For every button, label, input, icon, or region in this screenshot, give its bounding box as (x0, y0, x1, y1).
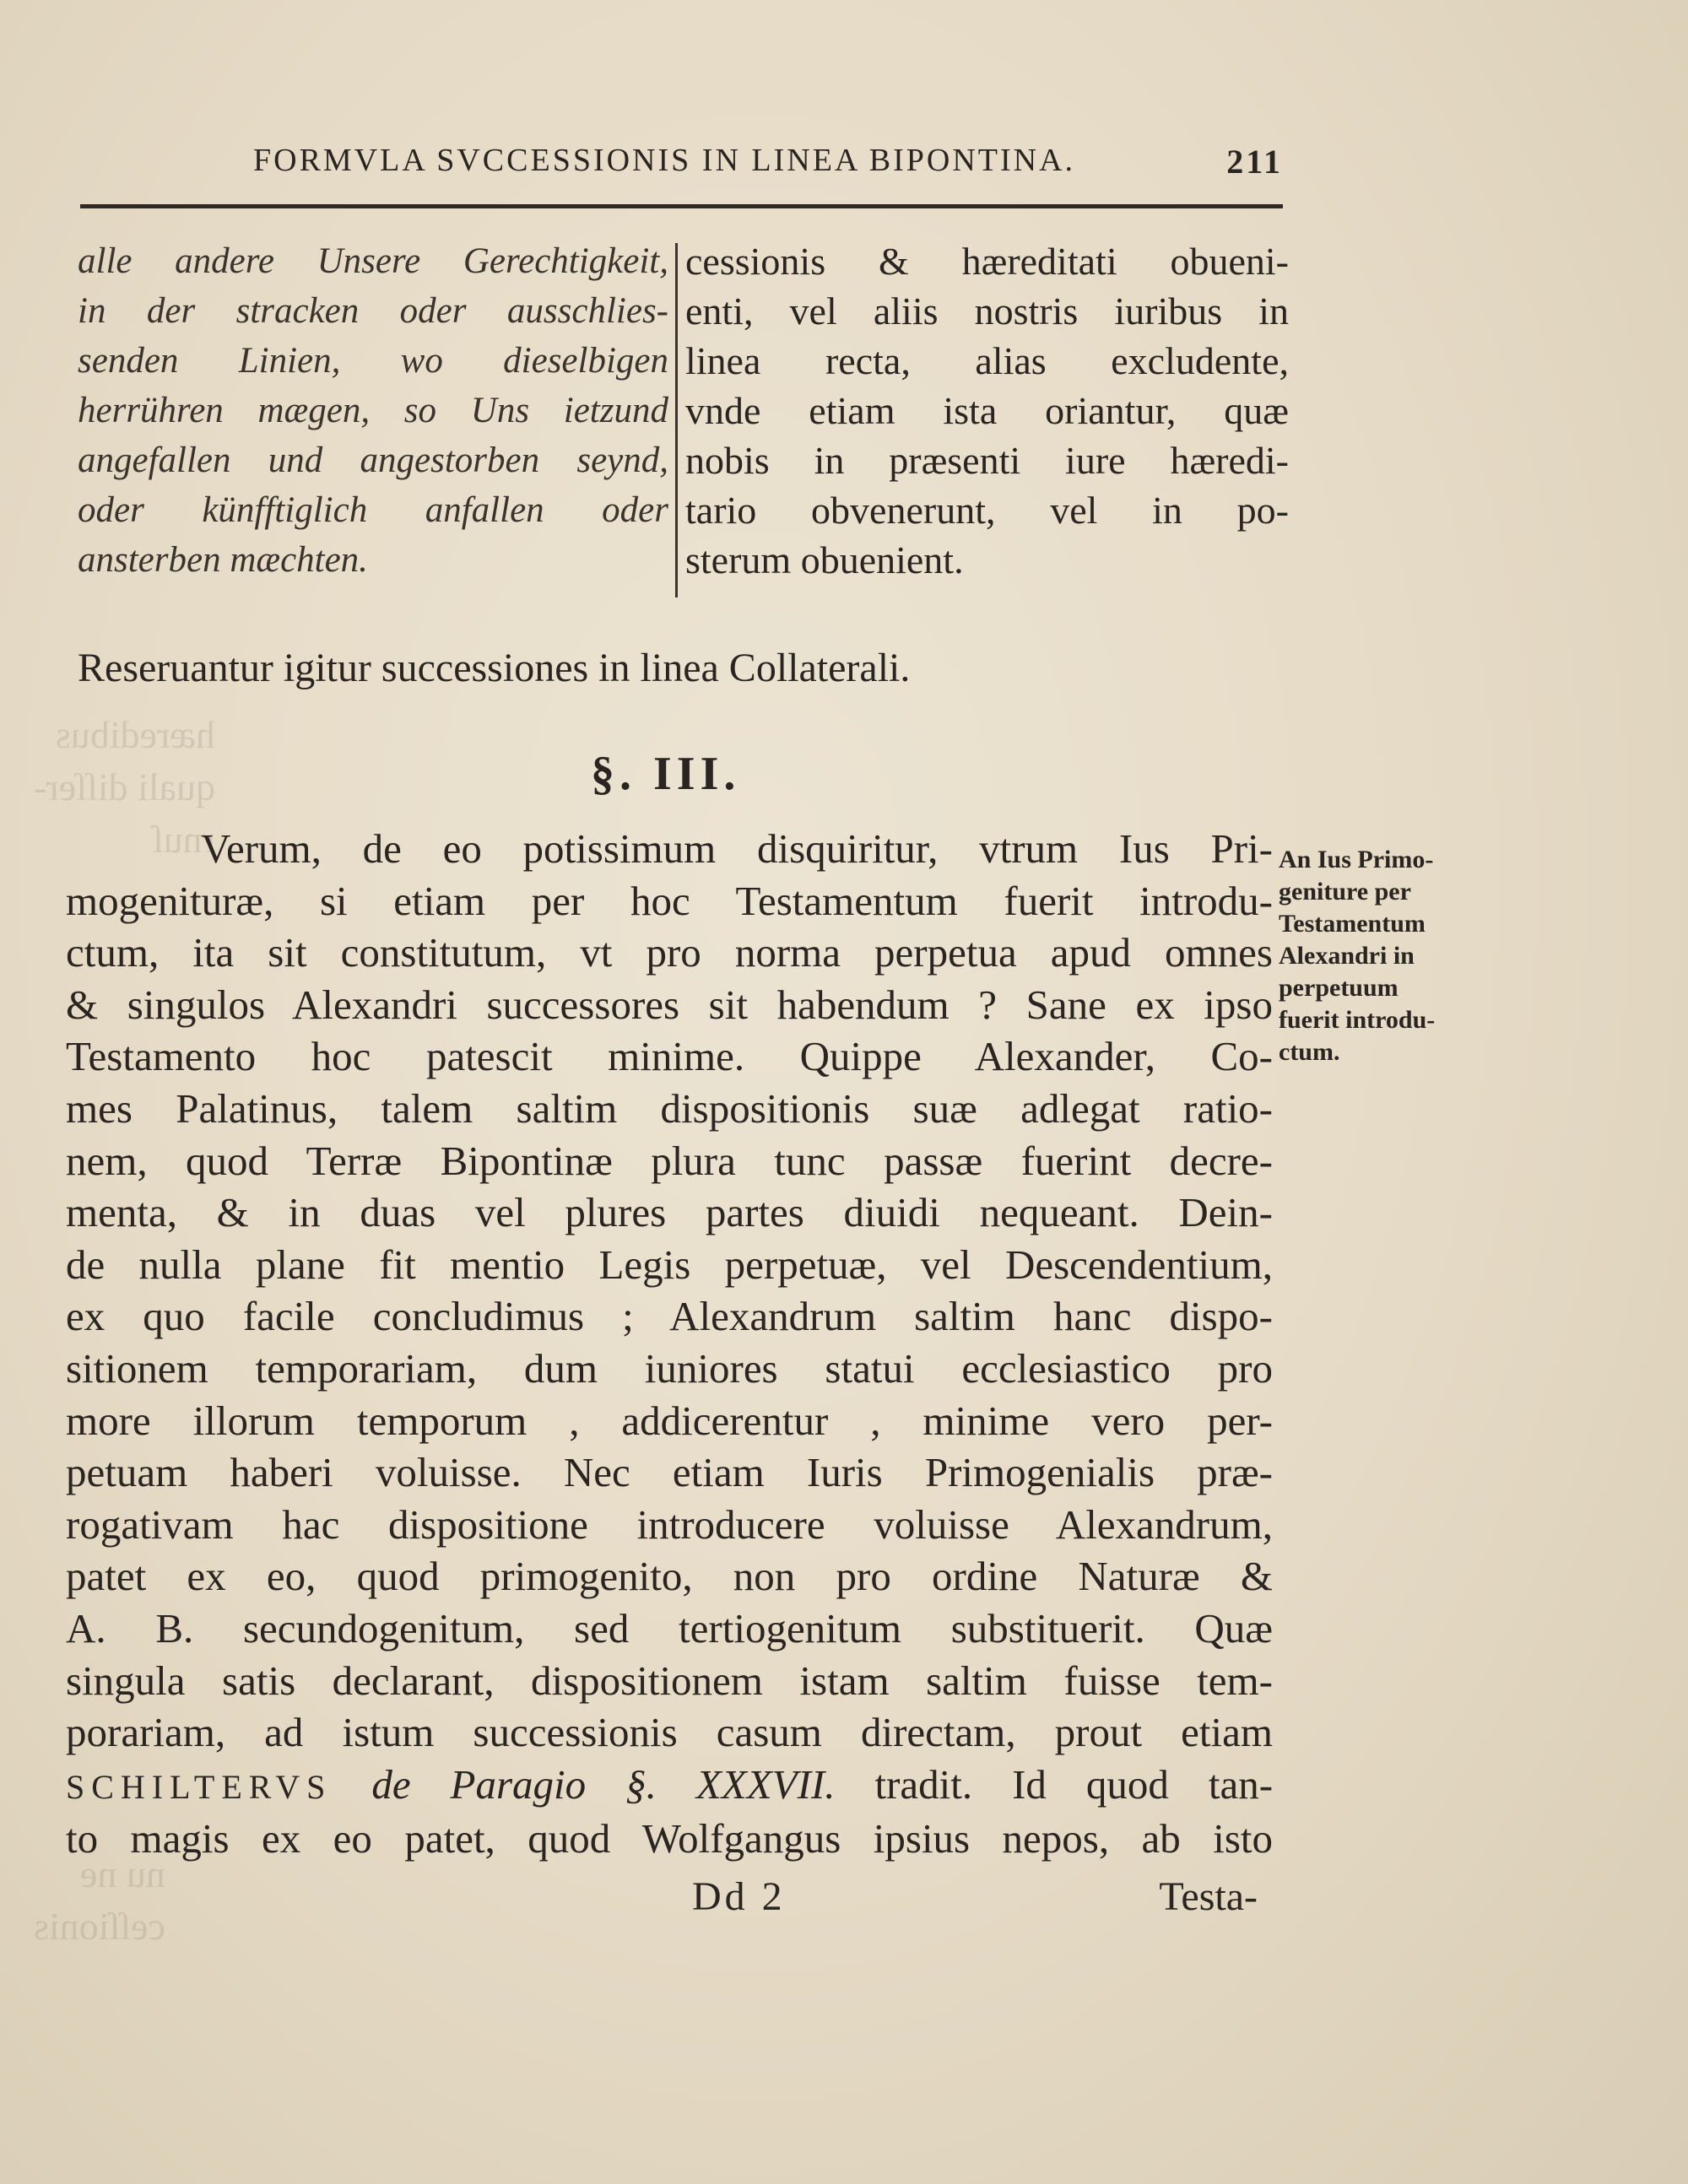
latin-line: tario obvenerunt, vel in po- (685, 489, 1289, 532)
body-line: Verum, de eo potissimum disquiritur, vtrum Ius Pri- (201, 825, 1273, 872)
running-title: FORMVLA SVCCESSIONIS IN LINEA BIPONTINA. (253, 143, 1076, 178)
body-line: petuam haberi voluisse. Nec etiam Iuris Primogenialis præ- (66, 1449, 1273, 1496)
work-title: de Paragio (371, 1760, 587, 1808)
section-heading: §. III. (591, 748, 741, 800)
running-header (253, 142, 1300, 192)
margin-note-line: Alexandri in (1279, 942, 1415, 970)
latin-column (685, 236, 1289, 585)
german-line: herrühren mægen, so Uns ietzund (78, 391, 668, 430)
body-line: mes Palatinus, talem saltim dispositionis suæ adlegat ratio- (66, 1084, 1273, 1132)
body-line: de nulla plane fit mentio Legis perpetuæ, vel Descendentium, (66, 1241, 1273, 1288)
body-line: & singulos Alexandri successores sit habendum ? Sane ex ipso (66, 981, 1273, 1028)
body-line: patet ex eo, quod primogenito, non pro ordine Naturæ & (66, 1553, 1273, 1600)
latin-line: linea recta, alias excludente, (685, 339, 1289, 382)
margin-note-line: fuerit introdu- (1279, 1006, 1436, 1034)
reservation-sentence: Reseruantur igitur successiones in linea Collaterali. (78, 646, 911, 690)
section-reference: §. XXXVII. (625, 1760, 836, 1808)
body-line: sitionem temporariam, dum iuniores statui ecclesiastico pro (66, 1344, 1273, 1392)
signature-mark: Dd 2 (692, 1874, 786, 1919)
body-line: rogativam hac dispositione introducere voluisse Alexandrum, (66, 1500, 1273, 1548)
german-line: ansterben mæchten. (78, 540, 368, 580)
body-line: Testamento hoc patescit minime. Quippe Alexander, Co- (66, 1033, 1273, 1080)
header-rule (80, 204, 1283, 208)
body-line: nem, quod Terræ Bipontinæ plura tunc passæ fuerint decre- (66, 1137, 1273, 1184)
margin-note-line: geniture per (1279, 878, 1411, 905)
body-line: ex quo facile concludimus ; Alexandrum saltim hanc dispo- (66, 1293, 1273, 1340)
margin-note-line: An Ius Primo- (1279, 846, 1434, 873)
latin-line: nobis in præsenti iure hæredi- (685, 439, 1289, 482)
citation-line (66, 1759, 1273, 1814)
german-line: angefallen und angestorben seynd, (78, 441, 668, 480)
german-column (78, 236, 668, 585)
author-name: SCHILTERVS (66, 1767, 333, 1806)
body-line: menta, & in duas vel plures partes diuidi nequeant. Dein- (66, 1189, 1273, 1236)
show-through-text: nu ne ceſſionis (34, 1852, 165, 1948)
body-line: more illorum temporum , addicerentur , minime vero per- (66, 1397, 1273, 1444)
page-number: 211 (1226, 143, 1283, 181)
catchword: Testa- (1159, 1874, 1258, 1919)
margin-note-line: Testamentum (1279, 910, 1426, 938)
marginal-note (1279, 844, 1498, 1068)
show-through-text: hæredibus quali diſſer- rnuſ (34, 713, 215, 861)
body-line: A. B. secundogenitum, sed tertiogenitum substituerit. Quæ (66, 1604, 1273, 1652)
german-line: in der stracken oder ausschlies- (78, 291, 668, 331)
german-line: alle andere Unsere Gerechtigkeit, (78, 241, 668, 281)
body-line: singula satis declarant, dispositionem istam saltim fuisse tem- (66, 1657, 1273, 1704)
body-line: mogenituræ, si etiam per hoc Testamentum fuerit introdu- (66, 877, 1273, 924)
body-line: to magis ex eo patet, quod Wolfgangus ipsius nepos, ab isto (66, 1815, 1273, 1862)
latin-line: enti, vel aliis nostris iuribus in (685, 289, 1289, 332)
latin-line: vnde etiam ista oriantur, quæ (685, 389, 1289, 432)
citation-rest: tradit. Id quod tan- (874, 1760, 1274, 1808)
german-line: oder künfftiglich anfallen oder (78, 490, 668, 530)
body-line: ctum, ita sit constitutum, vt pro norma perpetua apud omnes (66, 929, 1273, 976)
body-paragraph (66, 823, 1273, 1865)
margin-note-line: perpetuum (1279, 974, 1399, 1002)
column-divider (675, 243, 678, 597)
body-line: porariam, ad istum successionis casum directam, prout etiam (66, 1709, 1273, 1756)
latin-line: sterum obuenient. (685, 538, 964, 581)
german-line: senden Linien, wo dieselbigen (78, 341, 668, 381)
latin-line: cessionis & hæreditati obueni- (685, 240, 1289, 283)
margin-note-line: ctum. (1279, 1038, 1340, 1066)
